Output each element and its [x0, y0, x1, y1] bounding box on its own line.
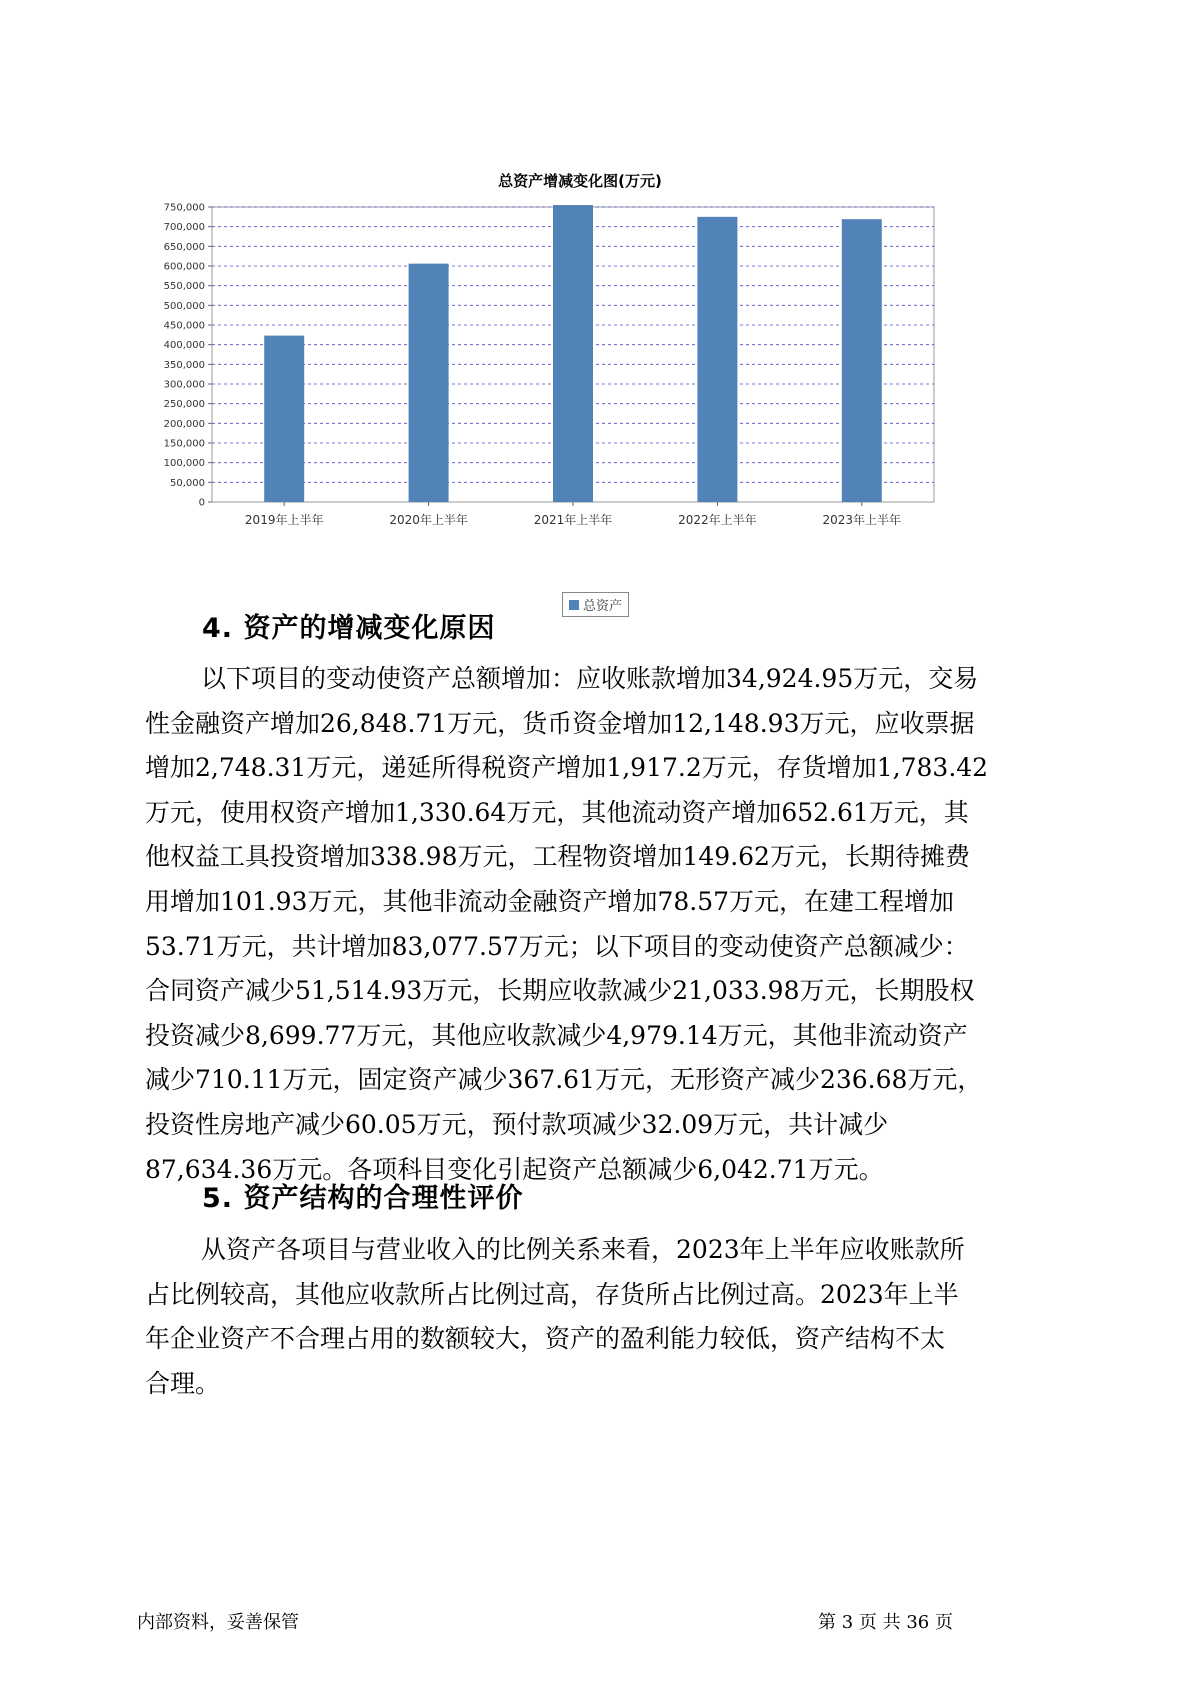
paragraph-line: 他权益工具投资增加338.98万元，工程物资增加149.62万元，长期待摊费: [145, 842, 970, 872]
y-tick-label: 0: [198, 497, 205, 509]
x-tick-label: 2022年上半年: [678, 513, 757, 527]
total-assets-chart: [130, 150, 1030, 620]
y-tick-label: 400,000: [163, 340, 205, 352]
paragraph-line: 投资减少8,699.77万元，其他应收款减少4,979.14万元，其他非流动资产: [145, 1020, 968, 1050]
chart-legend: [562, 592, 629, 617]
section-4-paragraph: [145, 657, 1050, 1192]
bar: [842, 219, 882, 502]
y-tick-label: 100,000: [163, 458, 205, 470]
y-tick-label: 200,000: [163, 418, 205, 430]
paragraph-line: 减少710.11万元，固定资产减少367.61万元，无形资产减少236.68万元，: [145, 1065, 983, 1095]
section-5-paragraph: [145, 1228, 1050, 1406]
y-tick-label: 600,000: [163, 261, 205, 273]
y-tick-label: 450,000: [163, 320, 205, 332]
paragraph-line: 性金融资产增加26,848.71万元，货币资金增加12,148.93万元，应收票据: [145, 708, 975, 738]
y-tick-label: 750,000: [163, 202, 205, 214]
bar: [697, 217, 737, 502]
x-tick-label: 2020年上半年: [389, 513, 468, 527]
bar: [409, 264, 449, 502]
paragraph-line: 投资性房地产减少60.05万元，预付款项减少32.09万元，共计减少: [145, 1109, 889, 1139]
x-tick-label: 2023年上半年: [822, 513, 902, 527]
legend-swatch: [569, 600, 579, 610]
y-tick-label: 700,000: [163, 222, 205, 234]
paragraph-line: 87,634.36万元。各项科目变化引起资产总额减少6,042.71万元。: [145, 1154, 884, 1184]
paragraph-line: 合理。: [145, 1368, 221, 1398]
y-tick-label: 250,000: [163, 399, 205, 411]
x-tick-label: 2019年上半年: [244, 513, 324, 527]
y-tick-label: 150,000: [163, 438, 205, 450]
paragraph-line: 万元，使用权资产增加1,330.64万元，其他流动资产增加652.61万元，其: [145, 797, 969, 827]
bar: [553, 205, 593, 502]
paragraph-line: 53.71万元，共计增加83,077.57万元；以下项目的变动使资产总额减少：: [145, 931, 969, 961]
y-tick-label: 300,000: [163, 379, 205, 391]
page-number: 第 3 页 共 36 页: [818, 1612, 953, 1633]
y-tick-label: 500,000: [163, 300, 205, 312]
x-tick-label: 2021年上半年: [533, 513, 613, 527]
y-tick-label: 350,000: [163, 359, 205, 371]
paragraph-line: 用增加101.93万元，其他非流动金融资产增加78.57万元，在建工程增加: [145, 886, 955, 916]
paragraph-line: 占比例较高，其他应收款所占比例过高，存货所占比例过高。2023年上半: [145, 1279, 959, 1309]
paragraph-line: 从资产各项目与营业收入的比例关系来看，2023年上半年应收账款所: [201, 1235, 965, 1264]
bar: [264, 336, 304, 502]
y-tick-label: 550,000: [163, 281, 205, 293]
section-5-heading: 5. 资产结构的合理性评价: [202, 1183, 524, 1214]
chart-title: 总资产增减变化图(万元): [498, 172, 662, 190]
legend-label: 总资产: [583, 599, 623, 614]
footer-note: 内部资料，妥善保管: [137, 1612, 299, 1633]
y-tick-label: 50,000: [170, 477, 205, 489]
paragraph-line: 增加2,748.31万元，递延所得税资产增加1,917.2万元，存货增加1,783.42: [145, 753, 989, 783]
y-tick-label: 650,000: [163, 241, 205, 253]
chart-canvas: [130, 150, 1030, 620]
paragraph-line: 合同资产减少51,514.93万元，长期应收款减少21,033.98万元，长期股权: [145, 976, 975, 1006]
paragraph-line: 年企业资产不合理占用的数额较大，资产的盈利能力较低，资产结构不太: [145, 1324, 946, 1354]
paragraph-line: 以下项目的变动使资产总额增加：应收账款增加34,924.95万元，交易: [201, 664, 979, 693]
section-4-heading: 4. 资产的增减变化原因: [202, 613, 496, 644]
